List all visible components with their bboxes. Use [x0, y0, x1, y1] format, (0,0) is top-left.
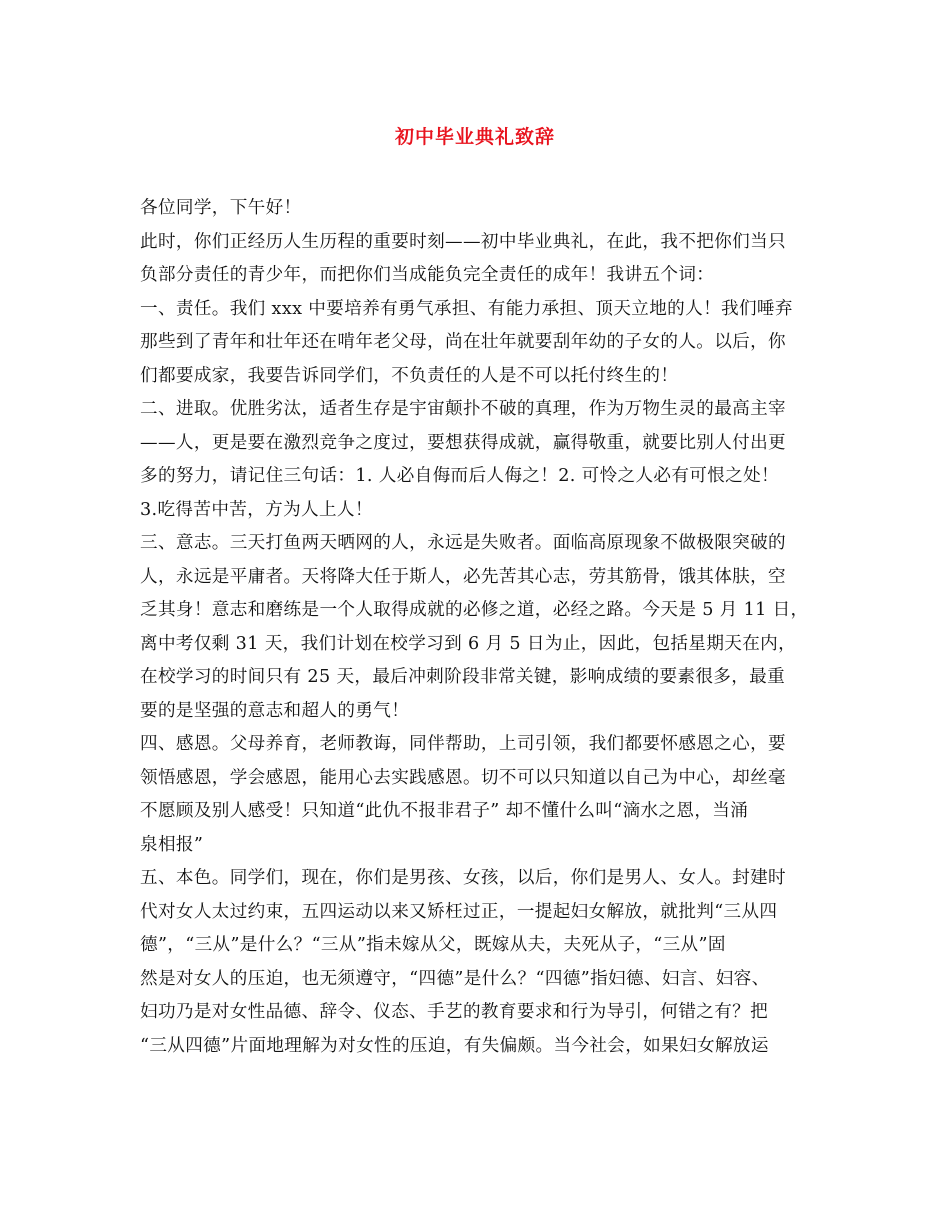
- text-line: 人，永远是平庸者。天将降大任于斯人，必先苦其心志，劳其筋骨，饿其体肤，空: [140, 566, 786, 587]
- text-line: 四、感恩。父母养育，老师教诲，同伴帮助，上司引领，我们都要怀感恩之心，要: [140, 734, 786, 754]
- text-line: 多的努力，请记住三句话：1. 人必自侮而后人侮之！2. 可怜之人必有可恨之处！: [140, 466, 780, 486]
- text-line: 不愿顾及别人感受！只知道“此仇不报非君子” 却不懂什么叫“滴水之恩，当涌: [140, 801, 749, 821]
- text-line: 各位同学，下午好！: [140, 198, 302, 218]
- text-line: 此时，你们正经历人生历程的重要时刻——初中毕业典礼，在此，我不把你们当只: [140, 231, 786, 252]
- text-line: 二、进取。优胜劣汰，适者生存是宇宙颠扑不破的真理，作为万物生灵的最高主宰: [140, 399, 786, 419]
- text-line: 那些到了青年和壮年还在啃年老父母，尚在壮年就要刮年幼的子女的人。以后，你: [140, 332, 786, 352]
- text-line: 在校学习的时间只有 25 天，最后冲刺阶段非常关键，影响成绩的要素很多，最重: [140, 667, 786, 687]
- document-title: 初中毕业典礼致辞: [394, 126, 555, 148]
- text-line: 泉相报”: [140, 834, 204, 855]
- text-line: 五、本色。同学们，现在，你们是男孩、女孩，以后，你们是男人、女人。封建时: [140, 868, 786, 888]
- text-line: 们都要成家，我要告诉同学们，不负责任的人是不可以托付终生的！: [140, 365, 679, 386]
- text-line: 负部分责任的青少年，而把你们当成能负完全责任的成年！我讲五个词：: [140, 265, 715, 285]
- text-line: 三、意志。三天打鱼两天晒网的人，永远是失败者。面临高原现象不做极限突破的: [140, 533, 786, 553]
- text-line: 德”，“三从”是什么？“三从”指未嫁从父，既嫁从夫，夫死从子，“三从”固: [140, 935, 726, 955]
- text-line: “三从四德”片面地理解为对女性的压迫，有失偏颇。当今社会，如果妇女解放运: [140, 1035, 769, 1056]
- text-line: 要的是坚强的意志和超人的勇气！: [140, 700, 410, 721]
- text-line: 领悟感恩，学会感恩，能用心去实践感恩。切不可以只知道以自己为中心，却丝毫: [140, 767, 786, 788]
- text-line: 乏其身！意志和磨练是一个人取得成就的必修之道，必经之路。今天是 5 月 11 日，: [140, 600, 809, 620]
- text-line: 离中考仅剩 31 天，我们计划在校学习到 6 月 5 日为止，因此，包括星期天在内，: [140, 633, 797, 654]
- text-line: 妇功乃是对女性品德、辞令、仪态、手艺的教育要求和行为导引，何错之有？把: [140, 1002, 769, 1022]
- text-line: 然是对女人的压迫，也无须遵守，“四德”是什么？“四德”指妇德、妇言、妇容、: [140, 968, 770, 989]
- text-line: 3.吃得苦中苦，方为人上人！: [140, 499, 373, 520]
- text-line: 一、责任。我们 xxx 中要培养有勇气承担、有能力承担、顶天立地的人！我们唾弃: [140, 298, 793, 319]
- document-body: [140, 192, 820, 1063]
- text-line: 代对女人太过约束，五四运动以来又矫枉过正，一提起妇女解放，就批判“三从四: [140, 901, 778, 922]
- text-line: ——人，更是要在激烈竞争之度过，要想获得成就，赢得敬重，就要比别人付出更: [140, 432, 786, 453]
